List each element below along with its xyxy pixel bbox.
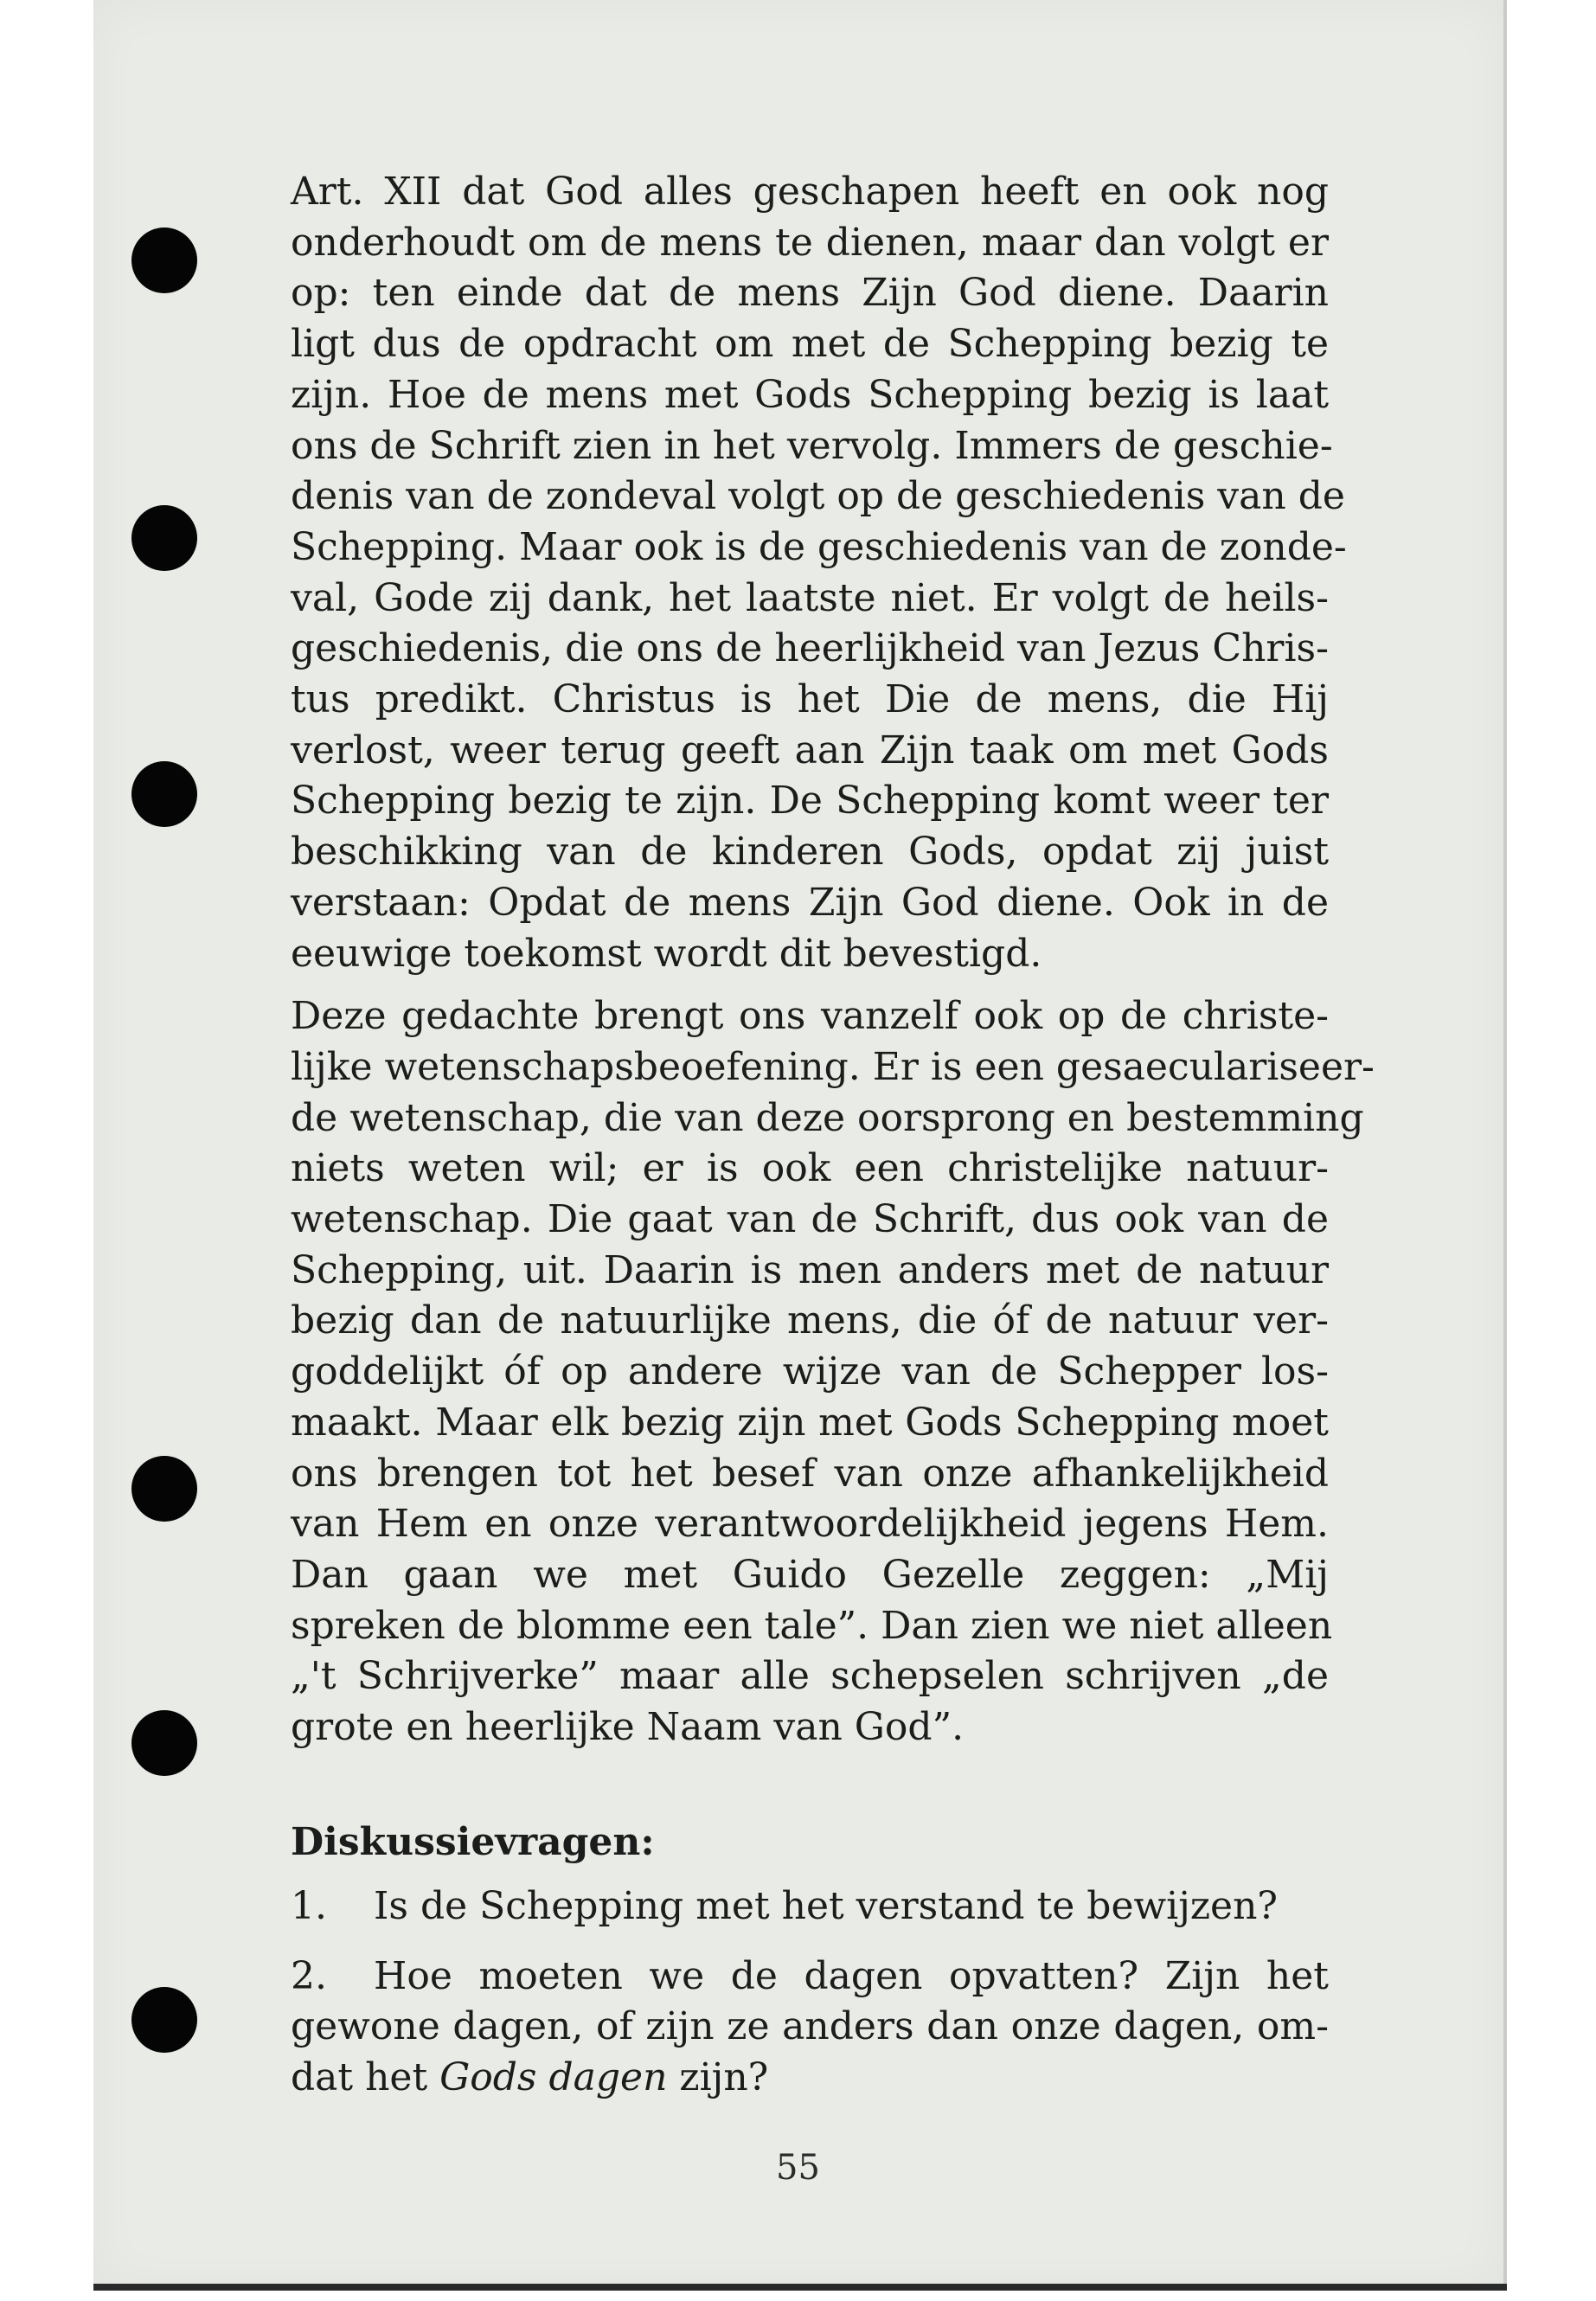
punch-hole-icon <box>131 1456 197 1522</box>
question-text: Hoe moeten we de dagen opvatten? Zijn het <box>374 1953 1329 1998</box>
question-line: gewone dagen, of zijn ze anders dan onze dagen, om- <box>291 2004 1329 2049</box>
text-line: zijn. Hoe de mens met Gods Schepping bezig is laat <box>291 372 1329 417</box>
question-number: 2. <box>291 1953 327 1998</box>
punch-hole-icon <box>131 1710 197 1776</box>
question-line <box>291 1952 1329 2003</box>
text-line: denis van de zondeval volgt op de geschiedenis van de <box>291 474 1345 519</box>
text-line: ons de Schrift zien in het vervolg. Immers de geschie- <box>291 423 1333 468</box>
text-line: onderhoudt om de mens te dienen, maar dan volgt er <box>291 220 1329 265</box>
text-line: Deze gedachte brengt ons vanzelf ook op de christe- <box>291 994 1329 1039</box>
text-line: eeuwige toekomst wordt dit bevestigd. <box>291 931 1042 976</box>
text-line: tus predikt. Christus is het Die de mens, die Hij <box>291 677 1329 722</box>
text-line: Schepping, uit. Daarin is men anders met de natuur <box>291 1247 1329 1292</box>
text-line: Art. XII dat God alles geschapen heeft en ook nog <box>291 170 1329 214</box>
text-line: van Hem en onze verantwoordelijkheid jegens Hem. <box>291 1502 1329 1547</box>
text-line: Dan gaan we met Guido Gezelle zeggen: „Mij <box>291 1552 1329 1597</box>
text-line: geschiedenis, die ons de heerlijkheid van Jezus Chris- <box>291 626 1329 671</box>
text-line: grote en heerlijke Naam van God”. <box>291 1705 965 1750</box>
page-bottom-edge <box>93 2284 1507 2291</box>
text-line: val, Gode zij dank, het laatste niet. Er volgt de heils- <box>291 575 1329 620</box>
paragraph-1 <box>291 167 1347 979</box>
question-1 <box>291 1881 1329 1932</box>
question-line <box>291 2053 1329 2104</box>
text-line: ons brengen tot het besef van onze afhankelijkheid <box>291 1451 1329 1496</box>
text-line: ligt dus de opdracht om met de Schepping bezig te <box>291 322 1329 367</box>
text-line: beschikking van de kinderen Gods, opdat zij juist <box>291 830 1329 875</box>
text-line: spreken de blomme een tale”. Dan zien we niet alleen <box>291 1603 1333 1648</box>
text-line: verlost, weer terug geeft aan Zijn taak om met Gods <box>291 727 1329 772</box>
text-line: lijke wetenschapsbeoefening. Er is een gesaeculariseer- <box>291 1044 1375 1089</box>
text-line: „'t Schrijverke” maar alle schepselen schrijven „de <box>291 1654 1329 1699</box>
text-line: de wetenschap, die van deze oorsprong en bestemming <box>291 1095 1364 1140</box>
section-heading: Diskussievragen: <box>291 1819 655 1864</box>
question-text: Is de Schepping met het verstand te bewijzen? <box>374 1883 1279 1928</box>
punch-hole-icon <box>131 505 197 571</box>
question-text: zijn? <box>667 2054 769 2099</box>
text-line: wetenschap. Die gaat van de Schrift, dus ook van de <box>291 1197 1329 1242</box>
question-number: 1. <box>291 1883 327 1928</box>
text-line: verstaan: Opdat de mens Zijn God diene. Ook in de <box>291 880 1329 925</box>
punch-hole-icon <box>131 228 197 293</box>
text-line: Schepping. Maar ook is de geschiedenis van de zonde- <box>291 524 1347 569</box>
page-number: 55 <box>776 2148 820 2188</box>
page-edge <box>1503 0 1507 2291</box>
text-line: bezig dan de natuurlijke mens, die óf de natuur ver- <box>291 1298 1329 1343</box>
question-text: dat het <box>291 2054 440 2099</box>
punch-hole-icon <box>131 761 197 827</box>
body-text <box>291 167 1375 2104</box>
text-line: maakt. Maar elk bezig zijn met Gods Schepping moet <box>291 1400 1329 1445</box>
question-2 <box>291 1952 1329 2104</box>
text-line: op: ten einde dat de mens Zijn God diene. Daarin <box>291 271 1329 316</box>
text-line: goddelijkt óf op andere wijze van de Schepper los- <box>291 1349 1329 1394</box>
text-line: niets weten wil; er is ook een christelijke natuur- <box>291 1146 1329 1191</box>
emphasis-text: Gods dagen <box>439 2054 668 2099</box>
text-line: Schepping bezig te zijn. De Schepping komt weer ter <box>291 779 1329 824</box>
punch-hole-icon <box>131 1987 197 2053</box>
paragraph-2 <box>291 991 1375 1753</box>
